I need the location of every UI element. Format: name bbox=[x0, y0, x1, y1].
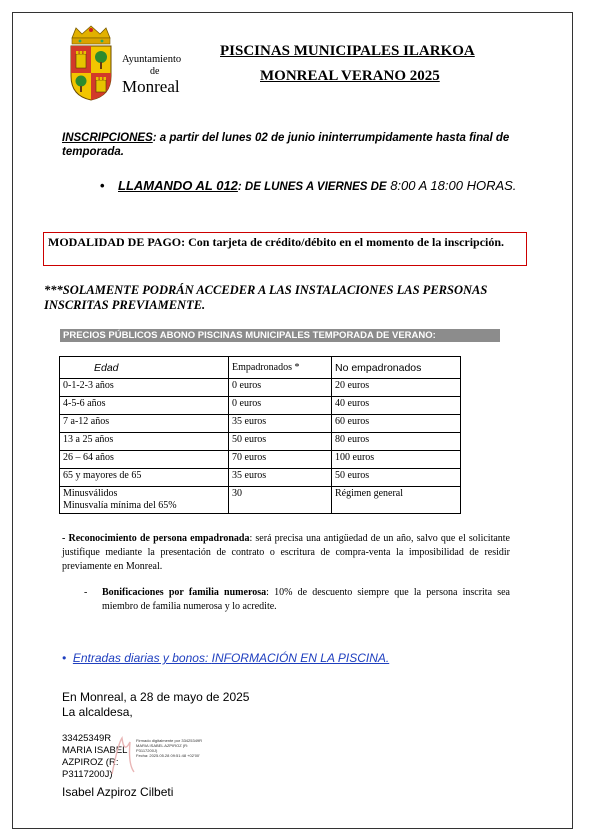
inscripciones-paragraph bbox=[62, 131, 512, 159]
table-row bbox=[60, 487, 461, 514]
empadronados-cell: 0 euros bbox=[229, 379, 332, 397]
column-header: Edad bbox=[60, 357, 229, 379]
empadronados-cell: 35 euros bbox=[229, 415, 332, 433]
inscripciones-label: INSCRIPCIONES bbox=[62, 132, 153, 144]
no-empadronados-cell: 100 euros bbox=[332, 451, 461, 469]
signer-name: Isabel Azpiroz Cilbeti bbox=[62, 785, 174, 799]
bonificaciones-label: Bonificaciones por familia numerosa bbox=[102, 587, 267, 598]
entradas-link[interactable]: INFORMACIÓN EN LA PISCINA. bbox=[211, 651, 390, 665]
town-name: Monreal bbox=[122, 77, 180, 96]
no-empadronados-cell: 20 euros bbox=[332, 379, 461, 397]
reconocimiento-label: - Reconocimiento de persona empadronada bbox=[62, 533, 250, 544]
call-number: LLAMANDO AL 012 bbox=[118, 178, 238, 193]
monreal-coat-of-arms-icon bbox=[66, 24, 116, 102]
sig-name-line: P3117200J) bbox=[62, 769, 113, 780]
no-empadronados-cell: 40 euros bbox=[332, 397, 461, 415]
empadronados-cell: 50 euros bbox=[229, 433, 332, 451]
age-cell bbox=[60, 487, 229, 514]
call-bullet bbox=[100, 178, 520, 195]
no-empadronados-cell: Régimen general bbox=[332, 487, 461, 514]
age-cell: 26 – 64 años bbox=[60, 451, 229, 469]
entradas-lead: Entradas diarias y bonos: bbox=[72, 651, 212, 665]
table-row bbox=[60, 469, 461, 487]
bonificaciones-text: : 10% de descuento siempre que la persona inscrita sea miembro de familia numerosa y lo acredite. bbox=[102, 587, 510, 612]
call-days: : DE LUNES A VIERNES DE bbox=[237, 181, 387, 193]
table-row bbox=[60, 379, 461, 397]
table-row bbox=[60, 415, 461, 433]
no-empadronados-cell: 60 euros bbox=[332, 415, 461, 433]
sig-detail-line: MARIA ISABEL AZPIROZ (R: bbox=[136, 743, 189, 748]
reconocimiento-paragraph bbox=[62, 532, 510, 574]
no-empadronados-cell: 50 euros bbox=[332, 469, 461, 487]
reconocimiento-text: : será precisa una antigüedad de un año, salvo que el solicitante justifique mediante la presentación de contrato o escritura de compra-venta la imposibilidad de residir previamente en Monreal. bbox=[62, 533, 510, 572]
age-cell: 7 a-12 años bbox=[60, 415, 229, 433]
age-cell: 65 y mayores de 65 bbox=[60, 469, 229, 487]
sig-detail-line: P3117200J) bbox=[136, 748, 158, 753]
empadronados-cell: 0 euros bbox=[229, 397, 332, 415]
bullet-icon: • bbox=[100, 178, 105, 193]
age-line2: Minusvalía mínima del 65% bbox=[63, 500, 177, 511]
dash-marker: - bbox=[84, 587, 88, 598]
empadronados-cell: 30 bbox=[229, 487, 332, 514]
no-empadronados-cell: 80 euros bbox=[332, 433, 461, 451]
payment-box: MODALIDAD DE PAGO: Con tarjeta de crédito/débito en el momento de la inscripción. bbox=[43, 232, 527, 266]
table-header-row bbox=[60, 357, 461, 379]
empadronados-cell: 70 euros bbox=[229, 451, 332, 469]
date-line: En Monreal, a 28 de mayo de 2025 bbox=[62, 690, 250, 704]
entradas-bullet bbox=[62, 651, 389, 665]
prices-table bbox=[59, 356, 461, 514]
prices-heading: PRECIOS PÚBLICOS ABONO PISCINAS MUNICIPALES TEMPORADA DE VERANO: bbox=[60, 329, 500, 342]
table-row bbox=[60, 451, 461, 469]
age-cell: 0-1-2-3 años bbox=[60, 379, 229, 397]
age-cell: 13 a 25 años bbox=[60, 433, 229, 451]
sig-detail-line: Firmado digitalmente por 33425349R bbox=[136, 738, 203, 743]
column-header: Empadronados * bbox=[229, 357, 332, 379]
sig-detail-line: Fecha: 2025.05.28 09:51:48 +02'00' bbox=[136, 753, 200, 758]
bullet-icon: • bbox=[62, 651, 73, 665]
de-label: de bbox=[150, 66, 160, 77]
doc-title-line1: PISCINAS MUNICIPALES ILARKOA bbox=[220, 43, 475, 59]
role-line: La alcaldesa, bbox=[62, 705, 133, 719]
sig-name-line: MARIA ISABEL bbox=[62, 745, 128, 756]
doc-title-line2: MONREAL VERANO 2025 bbox=[260, 68, 440, 84]
signature-stamp-icon bbox=[108, 734, 136, 778]
sig-id: 33425349R bbox=[62, 733, 112, 744]
inscripciones-text: : a partir del lunes 02 de junio ininterrumpidamente hasta final de temporada. bbox=[62, 132, 510, 158]
table-row bbox=[60, 397, 461, 415]
date-block bbox=[62, 690, 249, 720]
digital-signature-details bbox=[136, 738, 202, 758]
access-notice: ***SOLAMENTE PODRÁN ACCEDER A LAS INSTALACIONES LAS PERSONAS INSCRITAS PREVIAMENTE. bbox=[44, 283, 488, 312]
table-row bbox=[60, 433, 461, 451]
empadronados-cell: 35 euros bbox=[229, 469, 332, 487]
sig-name-line: AZPIROZ (R: bbox=[62, 757, 119, 768]
age-cell: 4-5-6 años bbox=[60, 397, 229, 415]
bonificaciones-paragraph bbox=[84, 586, 510, 614]
ayuntamiento-label: Ayuntamiento bbox=[122, 54, 182, 65]
age-line1: Minusválidos bbox=[63, 488, 118, 499]
call-hours: 8:00 A 18:00 HORAS. bbox=[386, 178, 517, 193]
column-header: No empadronados bbox=[332, 357, 461, 379]
